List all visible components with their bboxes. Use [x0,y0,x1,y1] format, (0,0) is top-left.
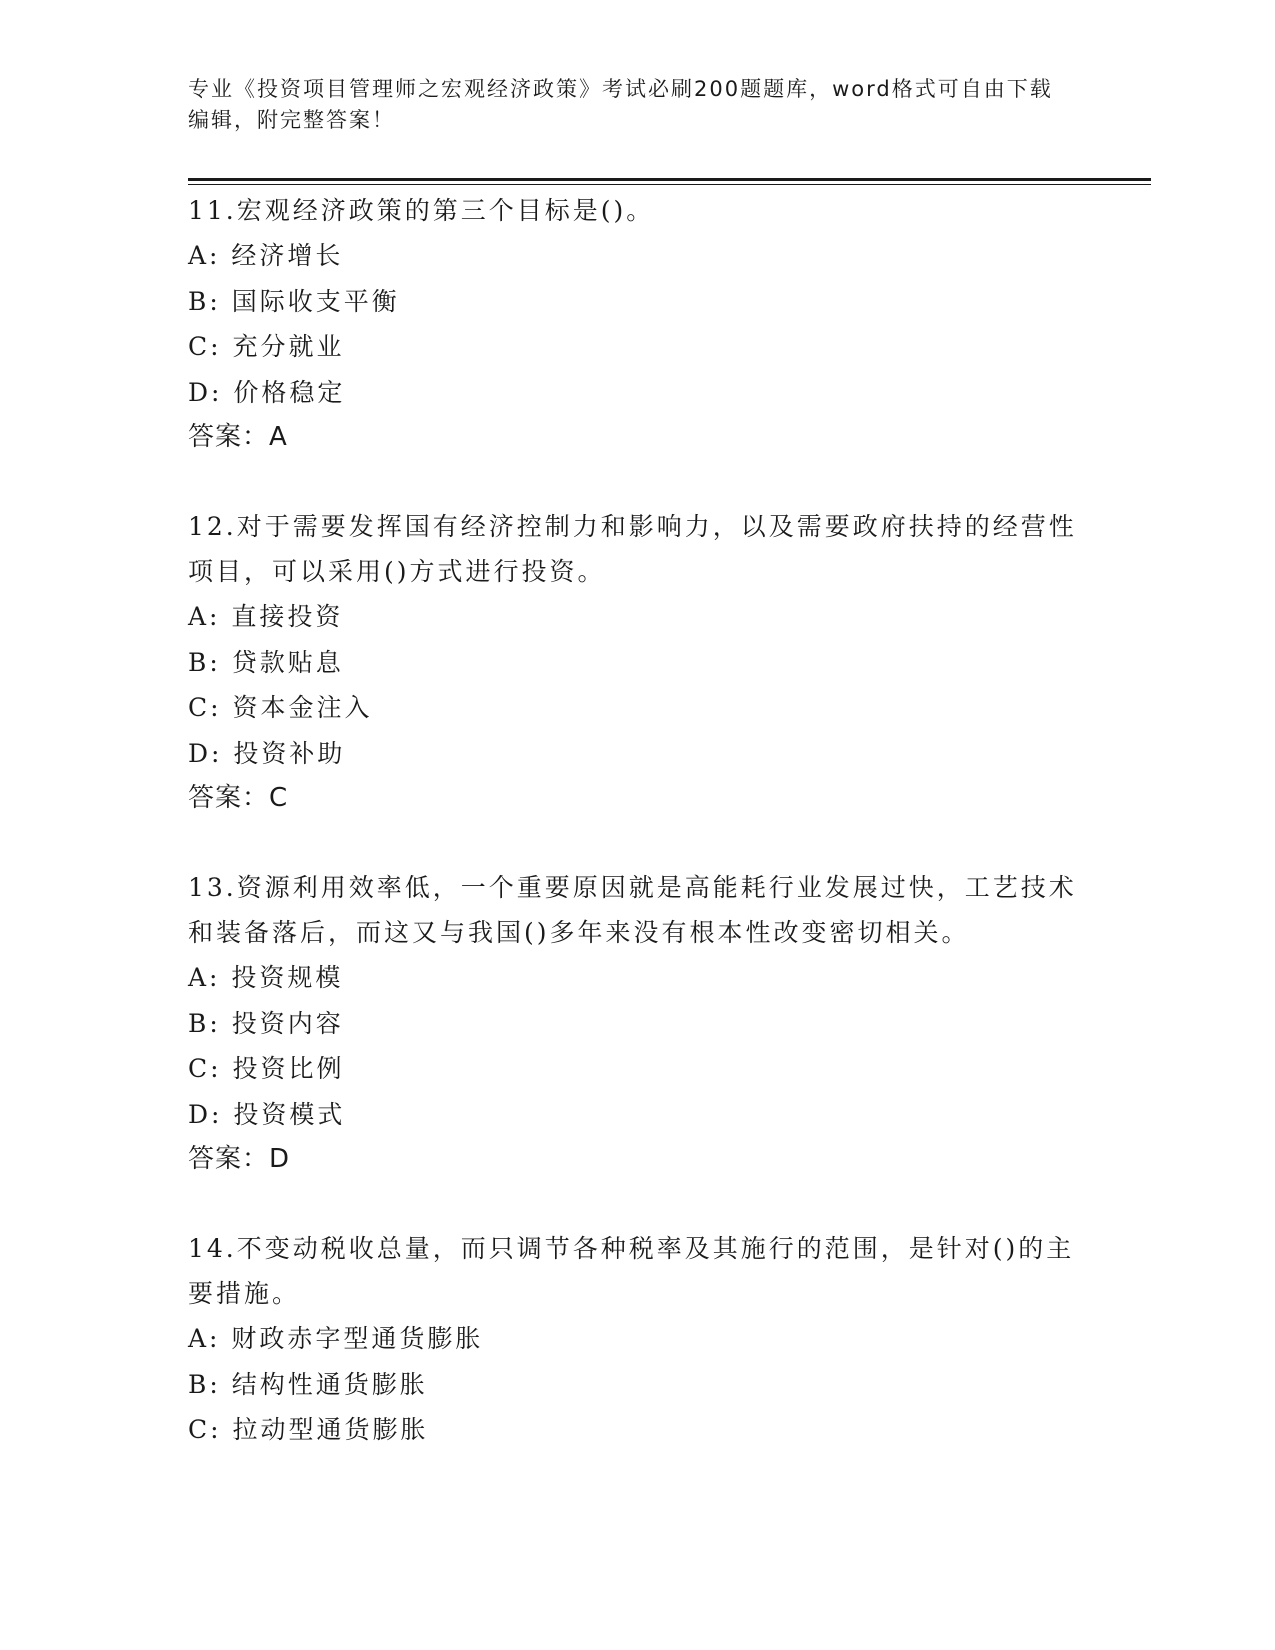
option-d: D: 投资模式 [188,1099,346,1129]
question-stem: 13.资源利用效率低，一个重要原因就是高能耗行业发展过快，工艺技术和装备落后，而这又与我国()多年来没有根本性改变密切相关。 [188,873,1077,947]
question-14 [188,1226,1088,1453]
answer-line: 答案：C [188,783,289,813]
answer-line: 答案：D [188,1144,291,1174]
question-11 [188,188,1088,460]
option-a: A: 经济增长 [188,241,344,270]
option-b: B: 贷款贴息 [188,647,344,677]
option-a: A: 直接投资 [188,602,344,631]
option-d: D: 投资补助 [188,738,346,768]
header-divider-thick [188,178,1151,181]
option-c: C: 拉动型通货膨胀 [188,1415,429,1444]
question-13 [188,865,1088,1182]
question-stem: 12.对于需要发挥国有经济控制力和影响力，以及需要政府扶持的经营性项目，可以采用()方式进行投资。 [188,512,1077,586]
header-divider-thin [188,184,1151,185]
option-d: D: 价格稳定 [188,377,346,407]
question-list [188,188,1088,1497]
option-b: B: 结构性通货膨胀 [188,1369,428,1399]
document-header: 专业《投资项目管理师之宏观经济政策》考试必刷200题题库，word格式可自由下载编辑，附完整答案！ [188,77,1053,132]
option-c: C: 资本金注入 [188,693,373,722]
question-stem: 14.不变动税收总量，而只调节各种税率及其施行的范围，是针对()的主要措施。 [188,1234,1075,1308]
question-stem: 11.宏观经济政策的第三个目标是()。 [188,196,655,225]
option-a: A: 投资规模 [188,963,344,992]
answer-line: 答案：A [188,422,288,452]
option-a: A: 财政赤字型通货膨胀 [188,1324,484,1353]
option-b: B: 国际收支平衡 [188,286,400,316]
question-12 [188,504,1088,821]
option-c: C: 充分就业 [188,332,345,361]
option-c: C: 投资比例 [188,1054,345,1083]
option-b: B: 投资内容 [188,1008,344,1038]
